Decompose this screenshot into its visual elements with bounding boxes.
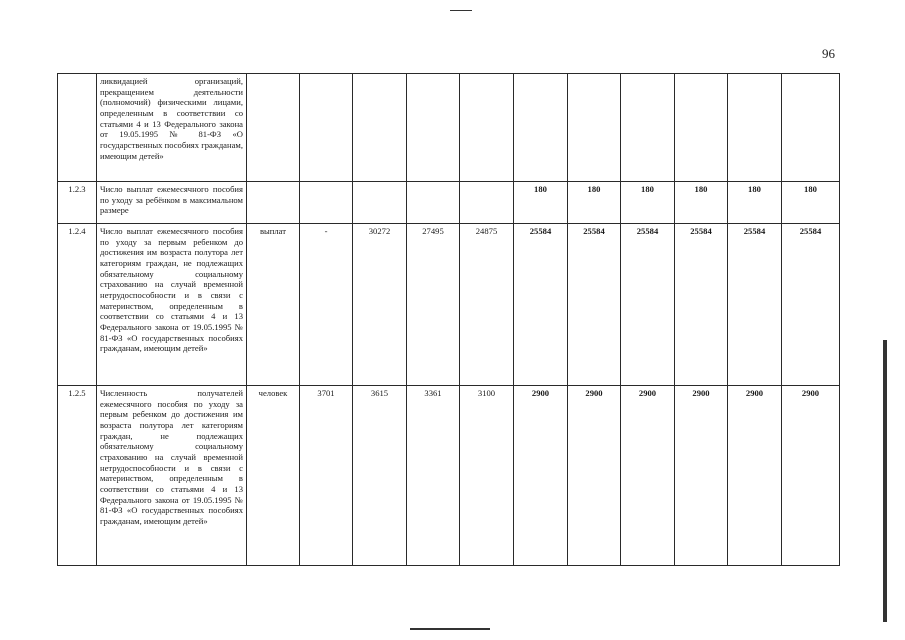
value-cell: 180 — [568, 182, 621, 224]
value-cell: 25584 — [782, 224, 840, 386]
value-cell: 2900 — [782, 386, 840, 566]
row-number: 1.2.4 — [58, 224, 97, 386]
table-row — [58, 182, 840, 224]
unit-of-measure — [247, 74, 300, 182]
indicator-description: ликвидацией организаций, прекращением деятельности (полномочий) физическими лицами, определенным в соответствии со статьями 4 и 13 Федерального закона от 19.05.1995 № 81-ФЗ «О государственных пособиях гражданам, имеющим детей» — [97, 74, 247, 182]
value-cell: 3615 — [353, 386, 407, 566]
value-cell: 2900 — [514, 386, 568, 566]
indicator-description: Численность получателей ежемесячного пособия по уходу за первым ребенком до достижения им возраста полутора лет категориям граждан, не подлежащих обязательному социальному страхованию на случай временной нетрудоспособности и в связи с материнством, определенным в соответствии со статьями 4 и 13 Федерального закона от 19.05.1995 № 81-ФЗ «О государственных пособиях гражданам, имеющим детей» — [97, 386, 247, 566]
value-cell: 3100 — [460, 386, 514, 566]
scan-bottom-mark — [410, 628, 490, 630]
value-cell — [514, 74, 568, 182]
value-cell — [782, 74, 840, 182]
value-cell: 180 — [621, 182, 675, 224]
indicator-description: Число выплат ежемесячного пособия по уходу за первым ребенком до достижения им возраста полутора лет категориям граждан, не подлежащих обязательному социальному страхованию на случай временной нетрудоспособности и в связи с материнством, определенным в соответствии со статьями 4 и 13 Федерального закона от 19.05.1995 № 81-ФЗ «О государственных пособиях гражданам, имеющим детей» — [97, 224, 247, 386]
value-cell: 3361 — [407, 386, 460, 566]
value-cell — [568, 74, 621, 182]
page-number: 96 — [822, 46, 835, 61]
value-cell — [353, 74, 407, 182]
value-cell: 2900 — [568, 386, 621, 566]
value-cell — [353, 182, 407, 224]
value-cell: 180 — [728, 182, 782, 224]
value-cell — [300, 74, 353, 182]
value-cell — [460, 74, 514, 182]
unit-of-measure: человек — [247, 386, 300, 566]
unit-of-measure — [247, 182, 300, 224]
table-row — [58, 386, 840, 566]
scan-edge-mark — [883, 340, 887, 622]
value-cell — [675, 74, 728, 182]
value-cell: 180 — [514, 182, 568, 224]
table-row — [58, 74, 840, 182]
value-cell — [300, 182, 353, 224]
value-cell: 2900 — [728, 386, 782, 566]
unit-of-measure: выплат — [247, 224, 300, 386]
indicator-table — [57, 73, 840, 566]
value-cell: 25584 — [514, 224, 568, 386]
row-number — [58, 74, 97, 182]
value-cell — [728, 74, 782, 182]
value-cell: 180 — [675, 182, 728, 224]
value-cell — [621, 74, 675, 182]
value-cell: 25584 — [675, 224, 728, 386]
row-number: 1.2.3 — [58, 182, 97, 224]
table-row — [58, 224, 840, 386]
value-cell: 27495 — [407, 224, 460, 386]
value-cell: 3701 — [300, 386, 353, 566]
value-cell: 25584 — [621, 224, 675, 386]
value-cell — [407, 74, 460, 182]
value-cell — [407, 182, 460, 224]
value-cell: - — [300, 224, 353, 386]
scan-top-mark — [450, 10, 472, 11]
row-number: 1.2.5 — [58, 386, 97, 566]
value-cell: 2900 — [621, 386, 675, 566]
value-cell: 180 — [782, 182, 840, 224]
indicator-description: Число выплат ежемесячного пособия по уходу за ребёнком в максимальном размере — [97, 182, 247, 224]
value-cell — [460, 182, 514, 224]
value-cell: 2900 — [675, 386, 728, 566]
value-cell: 30272 — [353, 224, 407, 386]
value-cell: 25584 — [568, 224, 621, 386]
value-cell: 25584 — [728, 224, 782, 386]
value-cell: 24875 — [460, 224, 514, 386]
